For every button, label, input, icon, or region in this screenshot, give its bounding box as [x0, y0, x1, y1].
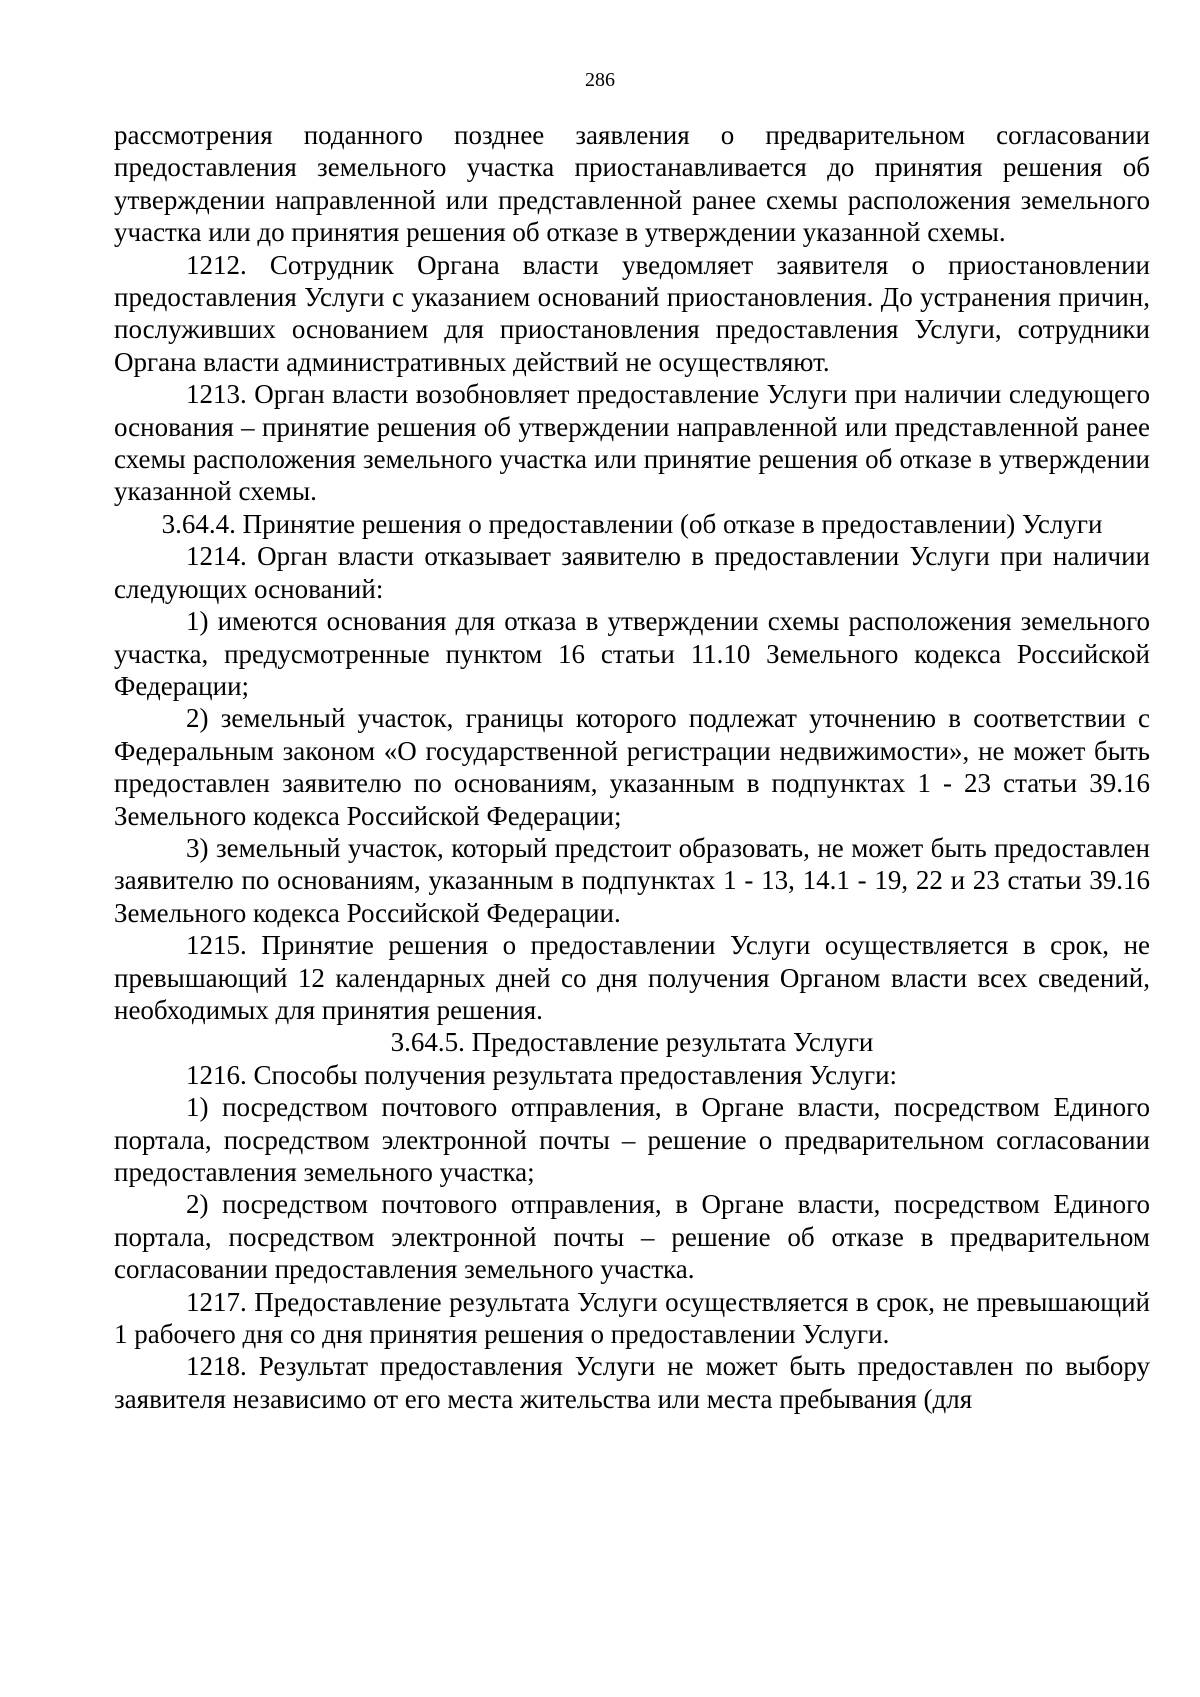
section-heading-3-64-5: 3.64.5. Предоставление результата Услуги — [390, 1027, 874, 1058]
section-heading-3-64-4: 3.64.4. Принятие решения о предоставлении (об отказе в предоставлении) Услуги — [161, 508, 1103, 539]
page-number: 286 — [585, 69, 615, 91]
paragraph-1218: 1218. Результат предоставления Услуги не может быть предоставлен по выбору заявителя независимо от его места жительства или места пребывания (для — [114, 1351, 1150, 1414]
paragraph-1213: 1213. Орган власти возобновляет предоставление Услуги при наличии следующего основания – принятие решения об утверждении направленной или представленной ранее схемы расположения земельного участка или принятие решения об отказе в утверждении указанной схемы. — [114, 379, 1150, 507]
list-item-1: 1) имеются основания для отказа в утверждении схемы расположения земельного участка, предусмотренные пунктом 16 статьи 11.10 Земельного кодекса Российской Федерации; — [114, 606, 1150, 701]
paragraph-1215: 1215. Принятие решения о предоставлении Услуги осуществляется в срок, не превышающий 12 календарных дней со дня получения Органом власти всех сведений, необходимых для принятия решения. — [114, 930, 1150, 1025]
list-item-2: 2) посредством почтового отправления, в Органе власти, посредством Единого портала, посредством электронной почты – решение об отказе в предварительном согласовании предоставления земельного участка. — [114, 1189, 1150, 1285]
document-body — [114, 119, 1150, 1415]
paragraph-1216: 1216. Способы получения результата предоставления Услуги: — [186, 1059, 898, 1090]
paragraph-1214: 1214. Орган власти отказывает заявителю в предоставлении Услуги при наличии следующих оснований: — [114, 541, 1150, 604]
list-item-3: 3) земельный участок, который предстоит образовать, не может быть предоставлен заявителю по основаниям, указанным в подпунктах 1 - 13, 14.1 - 19, 22 и 23 статьи 39.16 Земельного кодекса Российской Федерации. — [114, 832, 1150, 928]
paragraph-continuation: рассмотрения поданного позднее заявления о предварительном согласовании предоставления земельного участка приостанавливается до принятия решения об утверждении направленной или представленной ранее схемы расположения земельного участка или до принятия решения об отказе в утверждении указанной схемы. — [114, 120, 1150, 248]
list-item-2: 2) земельный участок, границы которого подлежат уточнению в соответствии с Федеральным законом «О государственной регистрации недвижимости», не может быть предоставлен заявителю по основаниям, указанным в подпунктах 1 - 23 статьи 39.16 Земельного кодекса Российской Федерации; — [114, 703, 1150, 831]
paragraph-1212: 1212. Сотрудник Органа власти уведомляет заявителя о приостановлении предоставления Услуги с указанием оснований приостановления. До устранения причин, послуживших основанием для приостановления предоставления Услуги, сотрудники Органа власти административных действий не осуществляют. — [114, 249, 1150, 377]
paragraph-1217: 1217. Предоставление результата Услуги осуществляется в срок, не превышающий 1 рабочего дня со дня принятия решения о предоставлении Услуги. — [114, 1286, 1150, 1350]
list-item-1: 1) посредством почтового отправления, в Органе власти, посредством Единого портала, посредством электронной почты – решение о предварительном согласовании предоставления земельного участка; — [114, 1092, 1150, 1187]
